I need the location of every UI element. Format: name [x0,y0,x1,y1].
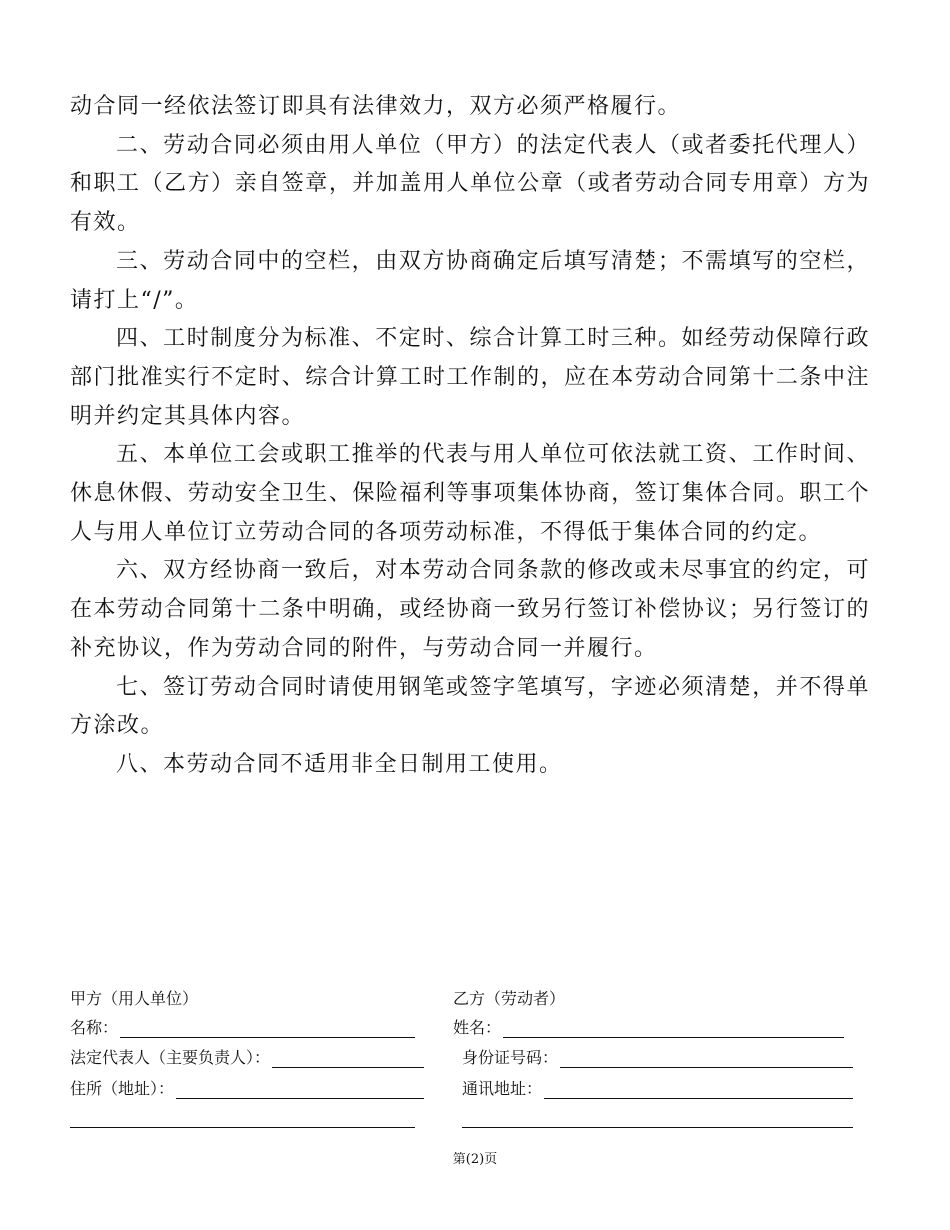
party-b-name-label: 姓名： [453,1018,502,1037]
party-a-heading: 甲方（用人单位） [70,989,199,1008]
party-a-rep-field[interactable] [272,1051,424,1068]
party-b-id-label: 身份证号码： [462,1048,559,1067]
party-a-name-field[interactable] [120,1021,415,1038]
party-a-address-field[interactable] [176,1082,424,1099]
page-number: 第(2)页 [452,1152,498,1167]
party-b-name-field[interactable] [503,1021,844,1038]
party-a-name-row [70,1016,415,1038]
party-b-address-row [462,1077,853,1099]
party-b-name-row [453,1016,844,1038]
paragraph-item-5: 五、本单位工会或职工推举的代表与用人单位可依法就工资、工作时间、休息休假、劳动安全卫生、保险福利等事项集体协商，签订集体合同。职工个人与用人单位订立劳动合同的各项劳动标准，不得低于集体合同的约定。 [70,442,870,545]
paragraph-item-2: 二、劳动合同必须由用人单位（甲方）的法定代表人（或者委托代理人）和职工（乙方）亲自签章，并加盖用人单位公章（或者劳动合同专用章）方为有效。 [70,132,870,236]
paragraph-continuation: 动合同一经依法签订即具有法律效力，双方必须严格履行。 [70,94,682,119]
party-a-rep-row [70,1046,424,1068]
paragraph-item-8: 八、本劳动合同不适用非全日制用工使用。 [116,751,563,777]
paragraph-item-6: 六、双方经协商一致后，对本劳动合同条款的修改或未尽事宜的约定，可在本劳动合同第十二条中明确，或经协商一致另行签订补偿协议；另行签订的补充协议，作为劳动合同的附件，与劳动合同一并履行。 [70,558,870,661]
party-a-address-row [70,1077,424,1099]
party-a-name-label: 名称： [70,1018,119,1037]
paragraph-item-7: 七、签订劳动合同时请使用钢笔或签字笔填写，字迹必须清楚，并不得单方涂改。 [70,674,870,739]
party-a-address-label: 住所（地址）： [70,1079,175,1098]
contract-notes [70,88,870,785]
party-b-id-row [462,1046,853,1068]
party-b-heading: 乙方（劳动者） [453,989,566,1008]
party-a-address-line-2[interactable] [70,1127,415,1128]
party-b-id-field[interactable] [560,1051,853,1068]
paragraph-item-3: 三、劳动合同中的空栏，由双方协商确定后填写清楚；不需填写的空栏，请打上“/”。 [70,248,870,313]
party-a-rep-label: 法定代表人（主要负责人）： [70,1048,271,1067]
party-b-address-field[interactable] [544,1082,853,1099]
party-b-address-line-2[interactable] [462,1127,853,1128]
paragraph-item-4: 四、工时制度分为标准、不定时、综合计算工时三种。如经劳动保障行政部门批准实行不定时、综合计算工时工作制的，应在本劳动合同第十二条中注明并约定其具体内容。 [70,326,870,429]
party-b-address-label: 通讯地址： [462,1079,543,1098]
